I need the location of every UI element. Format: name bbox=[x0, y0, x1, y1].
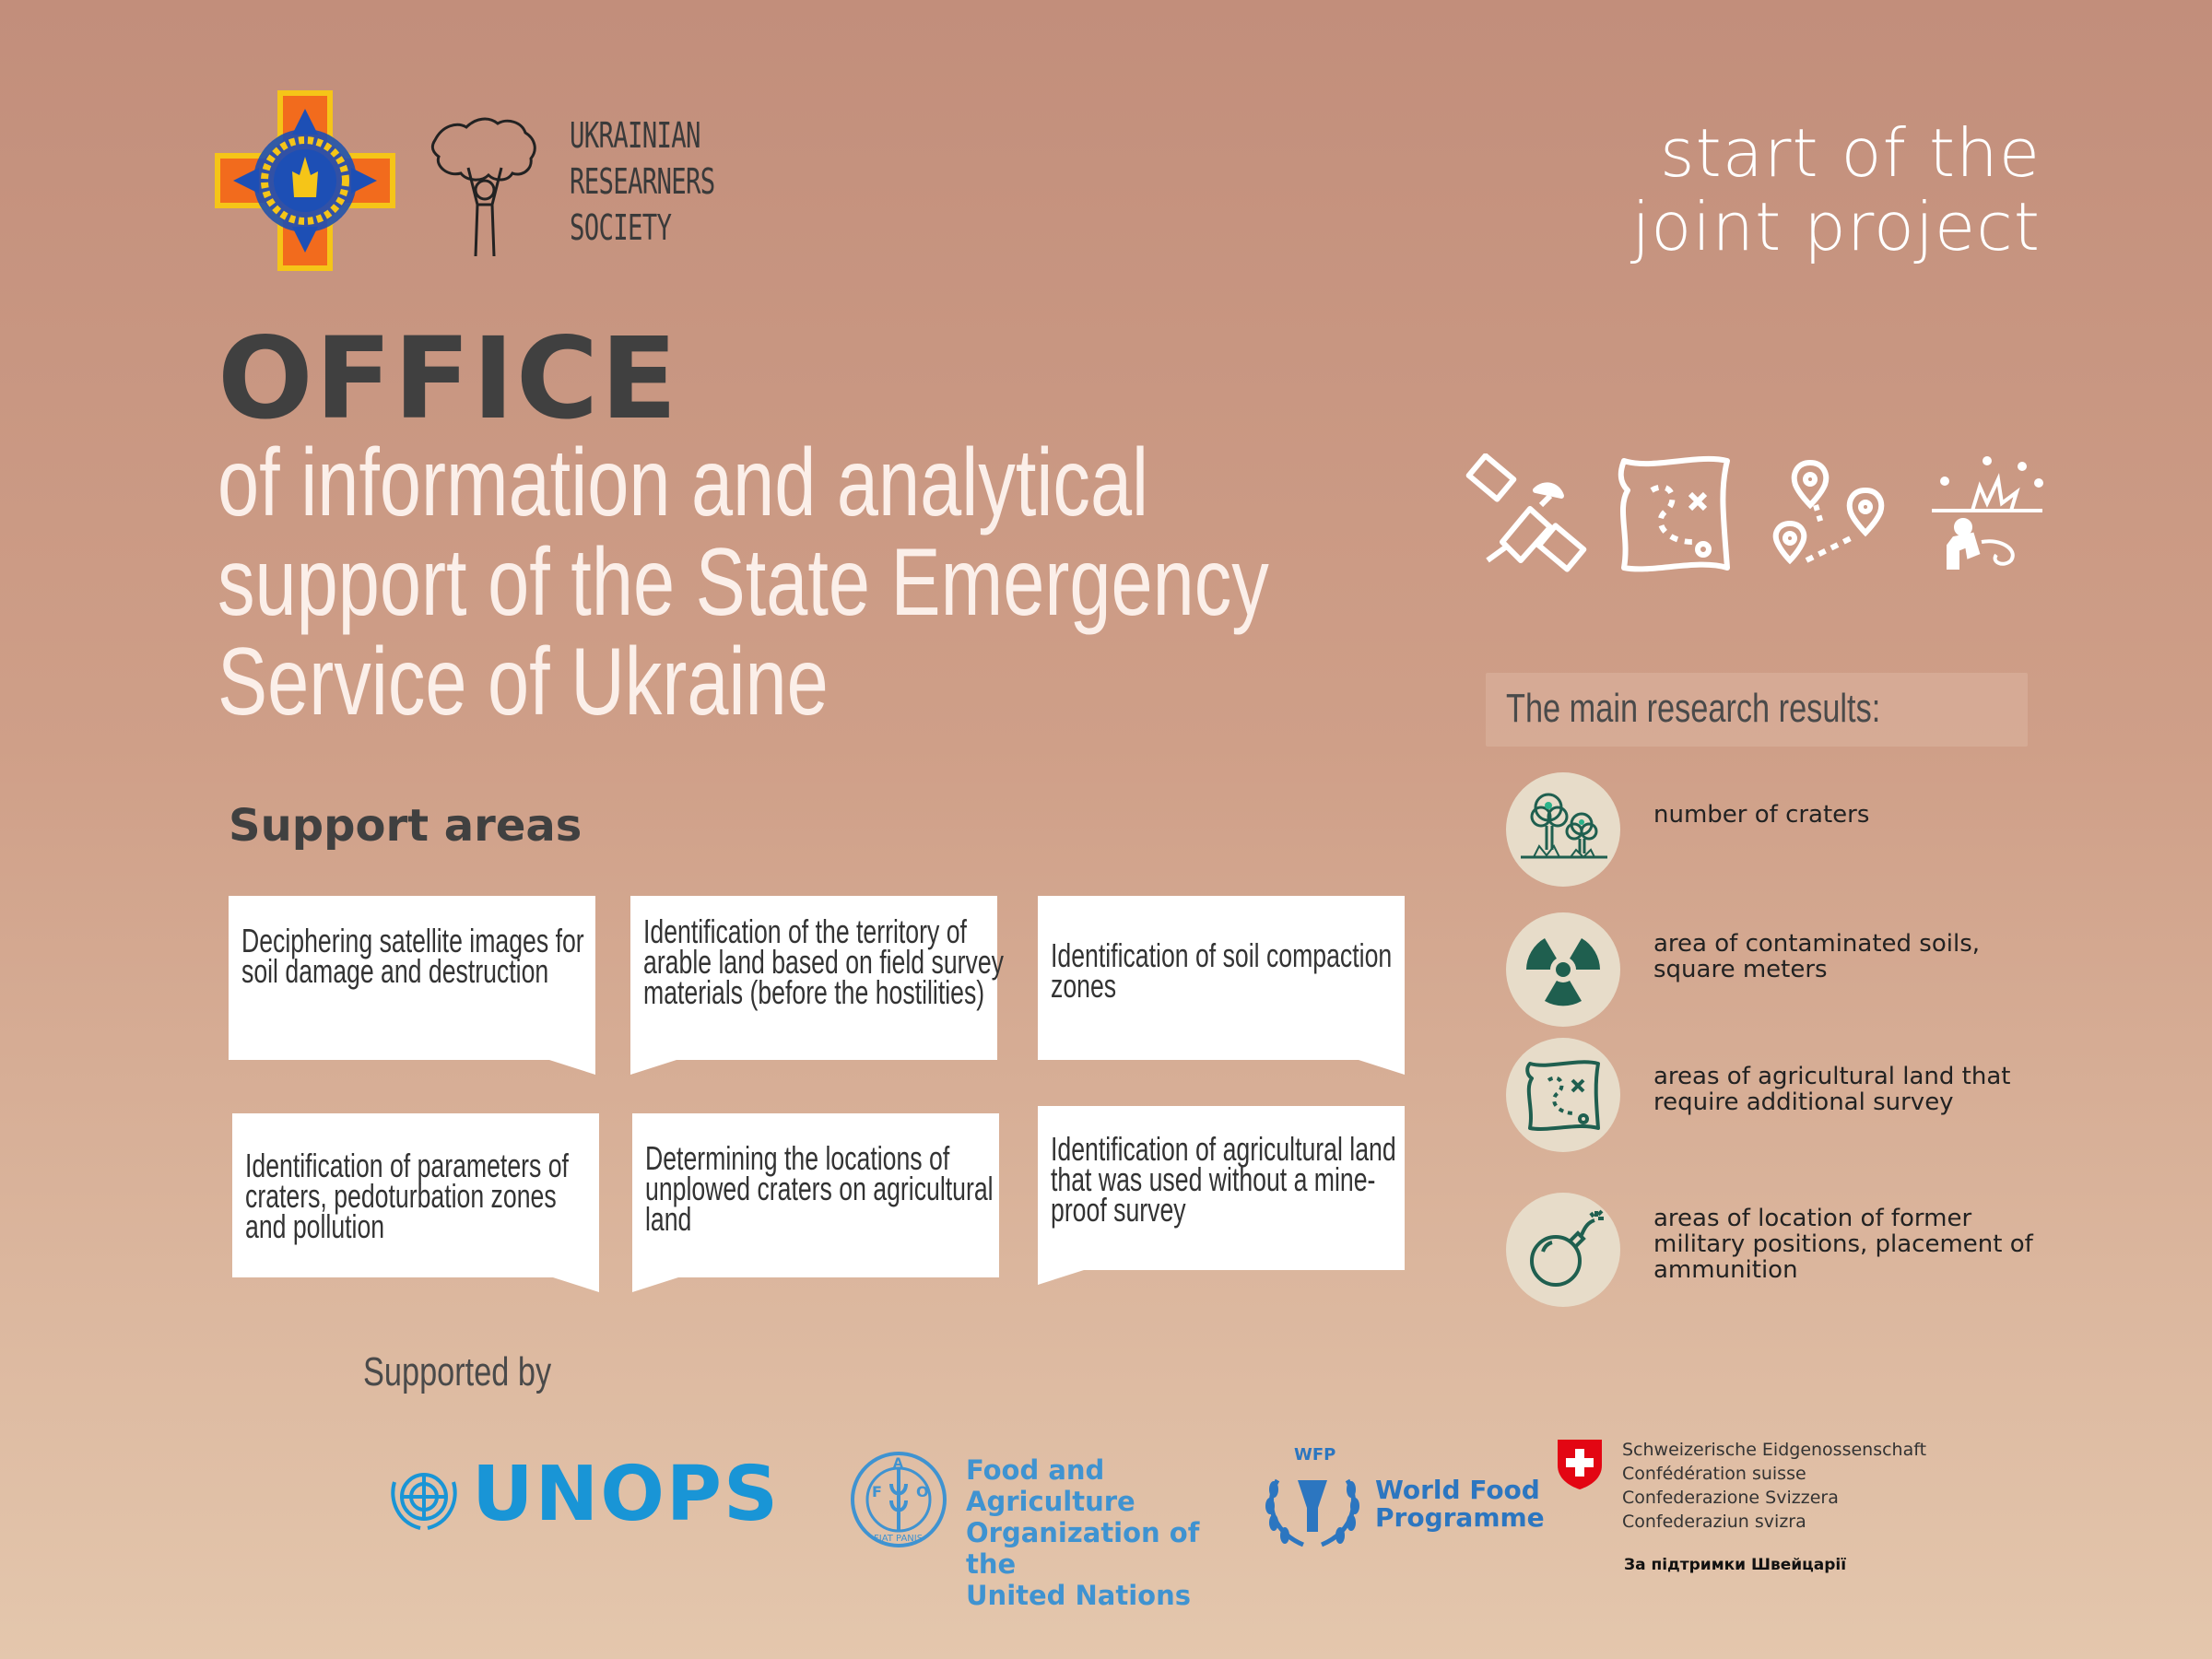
wfp-emblem-icon bbox=[1257, 1443, 1368, 1554]
result-icon-badge bbox=[1506, 772, 1620, 887]
page-subtitle bbox=[218, 429, 1269, 735]
wfp-name-line: World Food bbox=[1375, 1475, 1540, 1505]
unops-logo: UNOPS bbox=[472, 1451, 781, 1538]
supported-by-label: Supported by bbox=[363, 1349, 552, 1394]
survey-map-icon bbox=[1506, 1038, 1620, 1152]
result-icon-badge bbox=[1506, 1193, 1620, 1307]
result-text: number of craters bbox=[1653, 801, 1870, 829]
support-card-text: Determining the locations of unplowed craters on agricultural land bbox=[645, 1139, 994, 1238]
swiss-name-line: Confédération suisse bbox=[1622, 1464, 1806, 1484]
fao-name-line: Food and Agriculture bbox=[966, 1454, 1135, 1517]
support-card-text: Identification of agricultural land that was used without a mine-proof survey bbox=[1051, 1130, 1396, 1229]
wfp-name bbox=[1375, 1477, 1545, 1532]
results-header-label: The main research results: bbox=[1506, 686, 1881, 731]
support-card bbox=[229, 896, 595, 1060]
tagline bbox=[1631, 116, 2041, 264]
fao-name-line: Organization of the bbox=[966, 1517, 1200, 1580]
swiss-support-caption: За підтримки Швейцарії bbox=[1624, 1556, 1847, 1574]
route-pins-icon bbox=[1770, 453, 1891, 575]
support-card bbox=[1038, 896, 1405, 1060]
explosion-worker-icon bbox=[1926, 453, 2048, 575]
support-card-text: Identification of parameters of craters, pedoturbation zones and pollution bbox=[245, 1147, 569, 1245]
support-card bbox=[630, 896, 1004, 1060]
results-header bbox=[1486, 673, 2028, 747]
support-card bbox=[232, 1113, 599, 1277]
support-card bbox=[1038, 1106, 1405, 1270]
org-name-line: UKRAINIAN bbox=[570, 115, 700, 156]
radiation-icon bbox=[1506, 912, 1620, 1027]
support-card-text: Identification of soil compaction zones bbox=[1051, 936, 1393, 1005]
researchers-society-name bbox=[570, 112, 715, 251]
fao-emblem-icon bbox=[850, 1451, 947, 1548]
result-text: area of contaminated soils, square meters bbox=[1653, 930, 1981, 983]
result-text: areas of location of former military positions, placement of ammunition bbox=[1653, 1205, 2033, 1284]
result-icon-badge bbox=[1506, 912, 1620, 1027]
fao-name bbox=[966, 1454, 1242, 1611]
bomb-icon bbox=[1506, 1193, 1620, 1307]
fao-emblem-letter: F bbox=[872, 1483, 882, 1500]
fao-emblem-letter: O bbox=[916, 1483, 929, 1500]
wfp-name-line: Programme bbox=[1375, 1502, 1545, 1533]
result-text: areas of agricultural land that require additional survey bbox=[1653, 1063, 2011, 1116]
support-card-text: Identification of the territory of arable land based on field survey materials (before the hostilities) bbox=[643, 912, 1004, 1011]
support-card bbox=[632, 1113, 999, 1277]
swiss-name-line: Confederaziun svizra bbox=[1622, 1512, 1806, 1532]
satellite-icon bbox=[1465, 453, 1587, 575]
result-icon-badge bbox=[1506, 1038, 1620, 1152]
org-name-line: RESEARNERS bbox=[570, 161, 715, 202]
un-emblem-icon bbox=[385, 1464, 463, 1534]
tagline-line: joint project bbox=[1631, 188, 2041, 265]
page-title: OFFICE bbox=[218, 313, 679, 444]
fao-name-line: United Nations bbox=[966, 1580, 1191, 1611]
tagline-line: start of the bbox=[1659, 114, 2041, 192]
craters-icon bbox=[1506, 772, 1620, 887]
subtitle-line: of information and analytical bbox=[218, 429, 1149, 536]
swiss-shield-icon bbox=[1556, 1438, 1604, 1491]
dsns-emblem-logo bbox=[215, 90, 395, 271]
support-areas-title: Support areas bbox=[229, 800, 582, 852]
support-card-text: Deciphering satellite images for soil damage and destruction bbox=[241, 922, 584, 990]
subtitle-line: support of the State Emergency bbox=[218, 529, 1269, 636]
swiss-name-line: Schweizerische Eidgenossenschaft bbox=[1622, 1440, 1927, 1460]
subtitle-line: Service of Ukraine bbox=[218, 629, 829, 735]
treasure-map-icon bbox=[1615, 453, 1736, 575]
swiss-name-line: Confederazione Svizzera bbox=[1622, 1488, 1839, 1508]
researchers-society-logo bbox=[429, 112, 540, 260]
wfp-acronym: WFP bbox=[1294, 1445, 1336, 1465]
org-name-line: SOCIETY bbox=[570, 207, 672, 248]
fao-motto: FIAT PANIS bbox=[874, 1534, 924, 1544]
swiss-confederation-name bbox=[1622, 1438, 1926, 1534]
fao-emblem-letter: A bbox=[893, 1456, 903, 1471]
